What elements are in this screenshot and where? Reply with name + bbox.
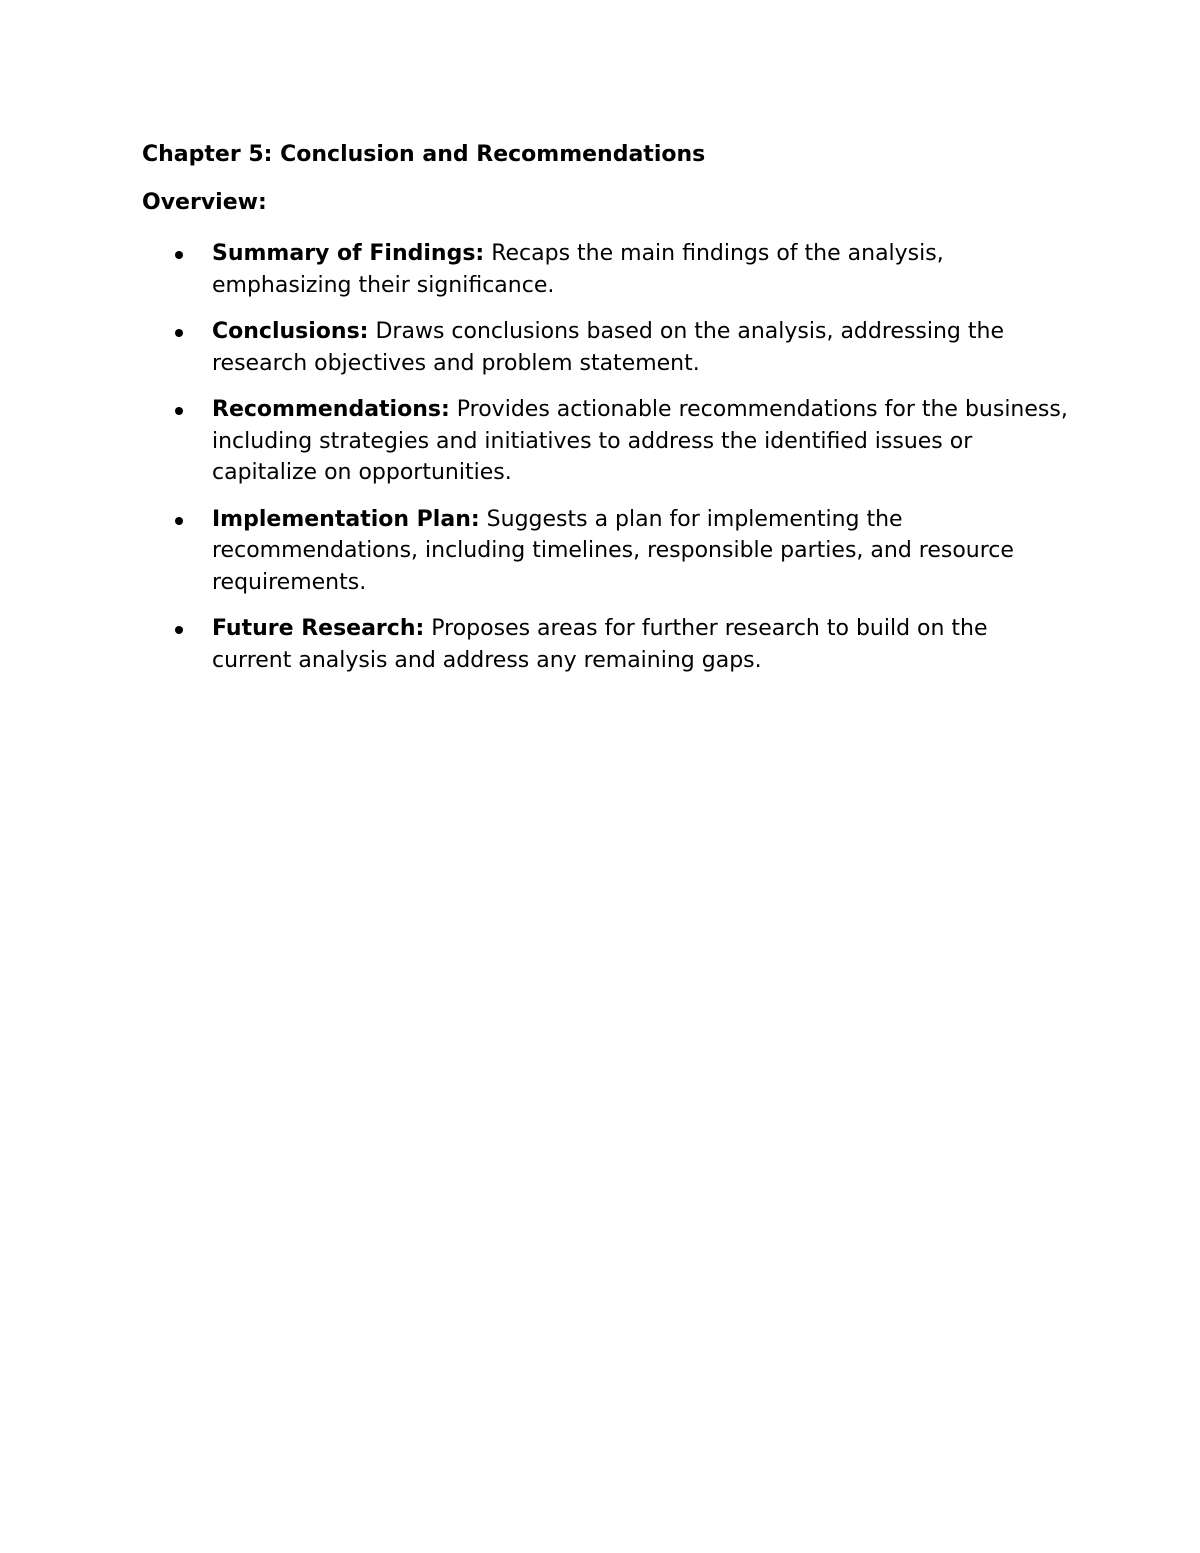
list-item <box>142 613 1072 676</box>
overview-heading: Overview: <box>142 190 267 215</box>
bullet-icon <box>175 329 183 337</box>
list-item <box>142 238 1072 301</box>
list-item <box>142 394 1072 489</box>
bullet-text: Proposes areas for further research to build on the current analysis and address any remaining gaps. <box>212 616 988 673</box>
bullet-term: Conclusions: <box>212 319 369 344</box>
list-item <box>142 316 1072 379</box>
bullet-term: Implementation Plan: <box>212 506 480 532</box>
bullet-text: Draws conclusions based on the analysis, addressing the research objectives and problem statement. <box>212 319 1004 376</box>
bullet-icon <box>175 517 183 525</box>
bullet-term: Summary of Findings: <box>212 241 485 266</box>
bullet-term: Recommendations: <box>212 397 450 422</box>
bullet-icon <box>175 251 183 259</box>
overview-bullet-list <box>142 238 1072 676</box>
bullet-text: Provides actionable recommendations for the business, including strategies and initiatives to address the identified issues or capitalize on opportunities. <box>212 397 1068 485</box>
chapter-title: Chapter 5: Conclusion and Recommendations <box>142 142 706 167</box>
bullet-text: Recaps the main findings of the analysis, emphasizing their significance. <box>212 241 944 298</box>
bullet-text: Suggests a plan for implementing the recommendations, including timelines, responsible parties, and resource requirements. <box>212 506 1014 595</box>
list-item <box>142 504 1072 599</box>
bullet-icon <box>175 626 183 634</box>
bullet-icon <box>175 407 183 415</box>
bullet-term: Future Research: <box>212 616 425 641</box>
document-content <box>142 140 1072 691</box>
